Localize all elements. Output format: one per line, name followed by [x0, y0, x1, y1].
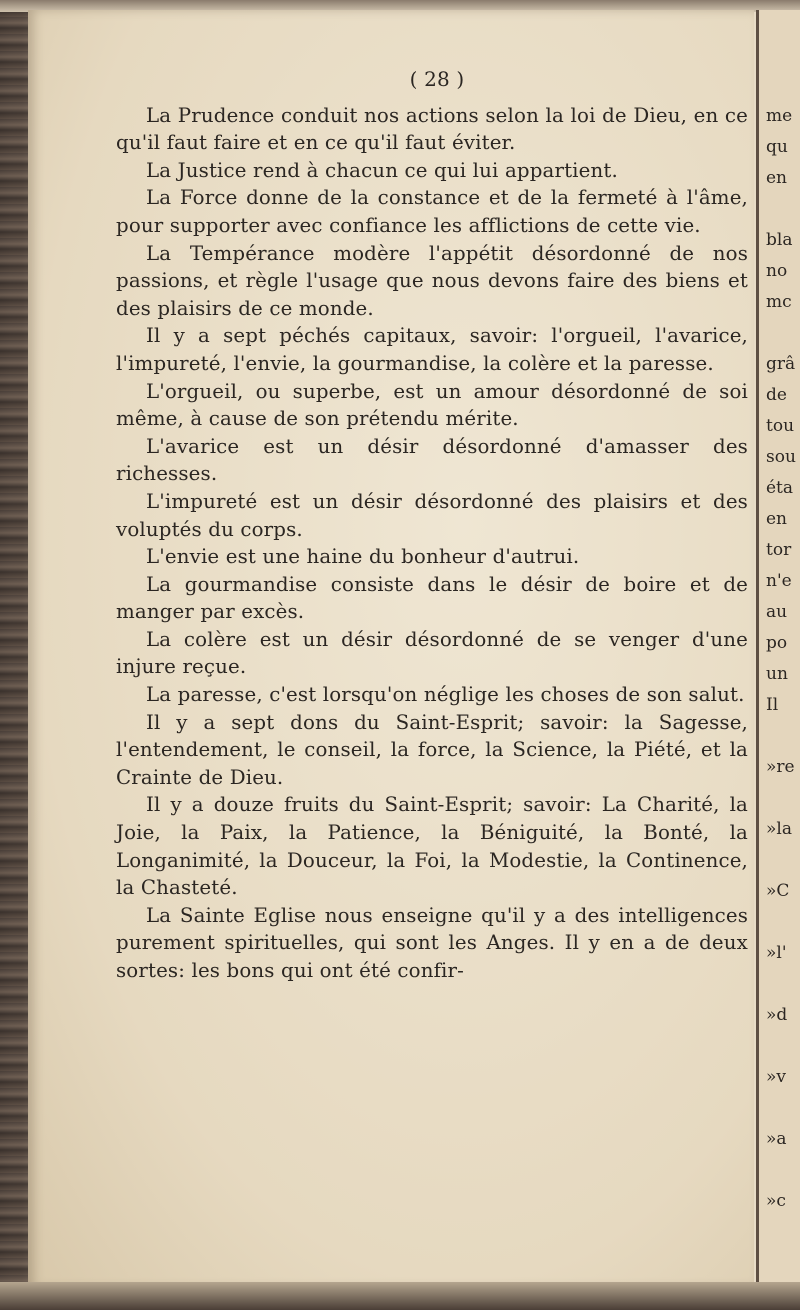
adjacent-page-fragment: »l' — [766, 943, 787, 963]
adjacent-page-fragment — [766, 1034, 800, 1065]
paragraph-gourmandise: La gourmandise consiste dans le désir de boire et de manger par excès. — [116, 572, 748, 624]
adjacent-page-fragment: en — [766, 168, 788, 188]
book-binding — [0, 0, 30, 1310]
adjacent-page-fragment: grâ — [766, 354, 796, 374]
paragraph-paresse: La paresse, c'est lorsqu'on néglige les choses de son salut. — [146, 683, 745, 707]
adjacent-page-fragment — [766, 786, 800, 817]
adjacent-page-fragment: »a — [766, 1129, 787, 1149]
adjacent-page-fragment: no — [766, 261, 788, 281]
adjacent-page-fragment: éta — [766, 478, 794, 498]
adjacent-page-fragment — [766, 910, 800, 941]
paragraph-douze-fruits: Il y a douze fruits du Saint-Esprit; savoir: La Charité, la Joie, la Paix, la Patience, la Béniguité, la Bonté, la Longanimité, la Douceur, la Foi, la Modestie, la Continence, la Chasteté. — [116, 793, 748, 900]
adjacent-page-fragment: n'e — [766, 571, 792, 591]
adjacent-page-fragment: qu — [766, 137, 788, 157]
adjacent-page-fragment — [766, 197, 800, 228]
adjacent-page-fragment: »C — [766, 881, 790, 901]
paragraph-sept-dons: Il y a sept dons du Saint-Esprit; savoir: la Sagesse, l'entendement, le conseil, la force, la Science, la Piété, et la Crainte de Dieu. — [116, 710, 748, 789]
paragraph-colere: La colère est un désir désordonné de se venger d'une injure reçue. — [116, 627, 748, 679]
adjacent-page-fragment — [766, 321, 800, 352]
paragraph-impurete: L'impureté est un désir désordonné des plaisirs et des voluptés du corps. — [116, 489, 748, 541]
adjacent-page-fragment: bla — [766, 230, 793, 250]
adjacent-page-fragment — [766, 972, 800, 1003]
adjacent-page-fragment: de — [766, 385, 787, 405]
adjacent-page-fragment — [766, 1158, 800, 1189]
adjacent-page-fragment — [766, 724, 800, 755]
adjacent-page-fragment: tou — [766, 416, 795, 436]
paragraph-prudence: La Prudence conduit nos actions selon la loi de Dieu, en ce qu'il faut faire et en ce qu'il faut éviter. — [116, 103, 748, 155]
adjacent-page-fragment — [766, 848, 800, 879]
paragraph-force: La Force donne de la constance et de la fermeté à l'âme, pour supporter avec confiance les afflictions de cette vie. — [116, 186, 748, 237]
paragraph-sept-peches: Il y a sept péchés capitaux, savoir: l'orgueil, l'avarice, l'impureté, l'envie, la gourmandise, la colère et la paresse. — [116, 324, 748, 375]
adjacent-page-fragment: »d — [766, 1005, 788, 1025]
paragraph-anges: La Sainte Eglise nous enseigne qu'il y a des intelligences purement spirituelles, qui sont les Anges. Il y en a de deux sortes: les bons qui ont été confir- — [116, 903, 748, 982]
page-bottom-edge — [0, 1282, 800, 1310]
paragraph-envie: L'envie est une haine du bonheur d'autrui. — [146, 545, 580, 569]
adjacent-page-fragment: mc — [766, 292, 792, 312]
adjacent-page-fragment: au — [766, 602, 788, 622]
adjacent-page-fragment: sou — [766, 447, 796, 467]
adjacent-page-fragment: tor — [766, 540, 792, 560]
paragraph-justice: La Justice rend à chacun ce qui lui appartient. — [146, 158, 618, 182]
adjacent-page-fragment: »la — [766, 819, 792, 839]
adjacent-page-fragment: »v — [766, 1067, 787, 1087]
paragraph-orgueil: L'orgueil, ou superbe, est un amour désordonné de soi même, à cause de son prétendu mérite. — [116, 379, 748, 431]
adjacent-page-fragment: un — [766, 664, 788, 684]
adjacent-page-fragment: en — [766, 509, 788, 529]
adjacent-page-fragment: po — [766, 633, 788, 653]
adjacent-page-fragment: »re — [766, 757, 795, 777]
paragraph-temperance: La Tempérance modère l'appétit désordonné de nos passions, et règle l'usage que nous devons faire des biens et des plaisirs de ce monde. — [116, 241, 748, 320]
adjacent-page-fragment: me — [766, 106, 793, 126]
adjacent-page-fragment: »c — [766, 1191, 786, 1211]
page-number: ( 28 ) — [409, 67, 465, 91]
adjacent-page-fragment: Il — [766, 695, 779, 715]
paragraph-avarice: L'avarice est un désir désordonné d'amasser des richesses. — [116, 434, 748, 486]
adjacent-page-fragment — [766, 1096, 800, 1127]
adjacent-page-text-fragments — [766, 104, 800, 1220]
page-text — [116, 66, 748, 985]
